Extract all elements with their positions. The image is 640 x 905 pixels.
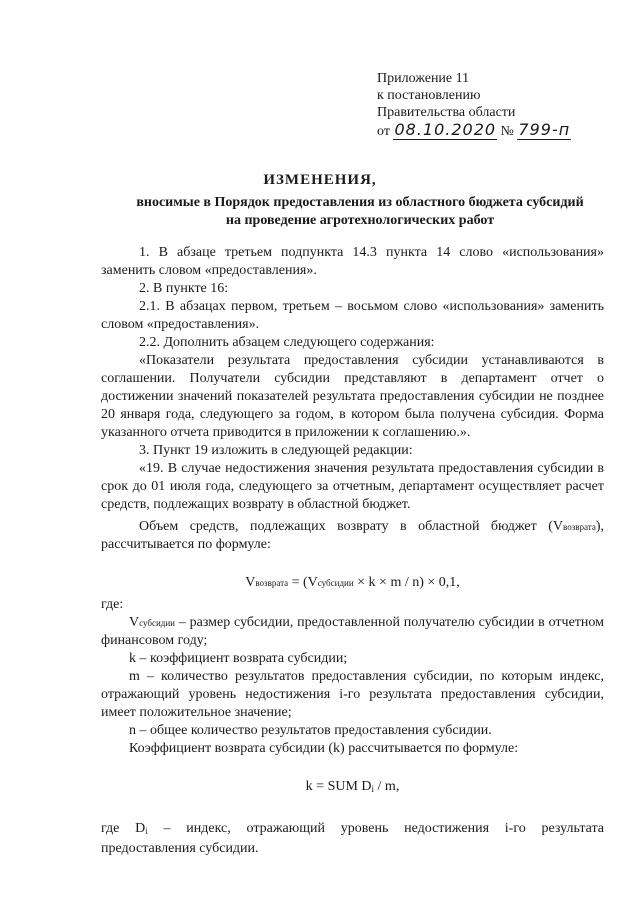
number-prefix: № (500, 124, 514, 139)
paragraph-4: 2.2. Дополнить абзацем следующего содержания: (139, 335, 435, 350)
document-body (101, 244, 604, 858)
paragraph-9: Коэффициент возврата субсидии (k) рассчитывается по формуле: (129, 741, 519, 756)
paragraph-2: 2. В пункте 16: (139, 281, 229, 296)
formula1-eq: = (V (288, 575, 318, 590)
where2-pre: где D (101, 821, 146, 836)
formula2-text: k = SUM D (305, 779, 372, 794)
formula1-rest: × k × m / n) × 0,1, (353, 575, 460, 590)
formula2-sub: i (371, 784, 375, 794)
document-subtitle (100, 194, 620, 230)
handwritten-number: 799-п (518, 120, 571, 139)
appendix-line-2: к постановлению (377, 88, 481, 103)
date-prefix: от (377, 124, 390, 139)
paragraph-8-tail: ), рассчитывается по формуле: (101, 519, 604, 552)
paragraph-1: 1. В абзаце третьем подпункта 14.3 пункта 14 слово «использования» заменить словом «предоставления». (101, 245, 604, 278)
definition-d-i (101, 820, 604, 858)
paragraph-7: «19. В случае недостижения значения результата предоставления субсидии в срок до 01 июля года, следующего за отчетным, департамент осуществляет расчет средств, подлежащих возврату в областной бюджет. (101, 461, 604, 512)
subtitle-line-1: вносимые в Порядок предоставления из областного бюджета субсидий (136, 195, 584, 210)
where2-sub: i (145, 826, 148, 836)
where-label-1: где: (101, 597, 124, 612)
paragraph-8-sub: возврата (563, 522, 596, 532)
appendix-line-1: Приложение 11 (377, 71, 470, 86)
formula1-sub2: субсидии (317, 578, 354, 588)
definition-m: m – количество результатов предоставления субсидии, по которым индекс, отражающий уровень недостижения i-го результата предоставления субсидии, имеет положительное значение; (101, 669, 604, 720)
paragraph-8 (101, 518, 604, 554)
definition-k: k – коэффициент возврата субсидии; (129, 651, 348, 666)
formula1-lhs-sub: возврата (255, 578, 289, 588)
subtitle-line-2: на проведение агротехнологических работ (225, 213, 495, 228)
document-title: ИЗМЕНЕНИЯ, (263, 172, 377, 188)
paragraph-3: 2.1. В абзацах первом, третьем – восьмом слово «использования» заменить словом «предоставления». (101, 299, 604, 332)
formula-coefficient (101, 778, 604, 798)
where2-text: – индекс, отражающий уровень недостижения i-го результата предоставления субсидии. (101, 821, 604, 856)
formula1-lhs: V (245, 575, 256, 590)
definition-n: n – общее количество результатов предоставления субсидии. (129, 723, 492, 738)
definition-v-subsidy (101, 614, 604, 650)
formula-return-volume (101, 574, 604, 592)
def1-sub: субсидии (139, 618, 175, 628)
appendix-block (377, 70, 571, 140)
handwritten-date: 08.10.2020 (394, 120, 497, 139)
appendix-line-3: Правительства области (377, 105, 516, 120)
paragraph-6: 3. Пункт 19 изложить в следующей редакции: (139, 443, 413, 458)
def1-text: – размер субсидии, предоставленной получателю субсидии в отчетном финансовом году; (101, 615, 604, 648)
formula2-tail: / m, (374, 779, 400, 794)
paragraph-8-text: Объем средств, подлежащих возврату в областной бюджет (V (139, 519, 564, 534)
def1-symbol: V (129, 615, 140, 630)
paragraph-5: «Показатели результата предоставления субсидии устанавливаются в соглашении. Получатели субсидии представляют в департамент отчет о достижении значений показателей результата предоставления субсидии не позднее 20 января года, следующего за годом, в котором была получена субсидия. Форма указанного отчета приводится в приложении к соглашению.». (101, 353, 604, 440)
appendix-date-line (377, 121, 571, 140)
